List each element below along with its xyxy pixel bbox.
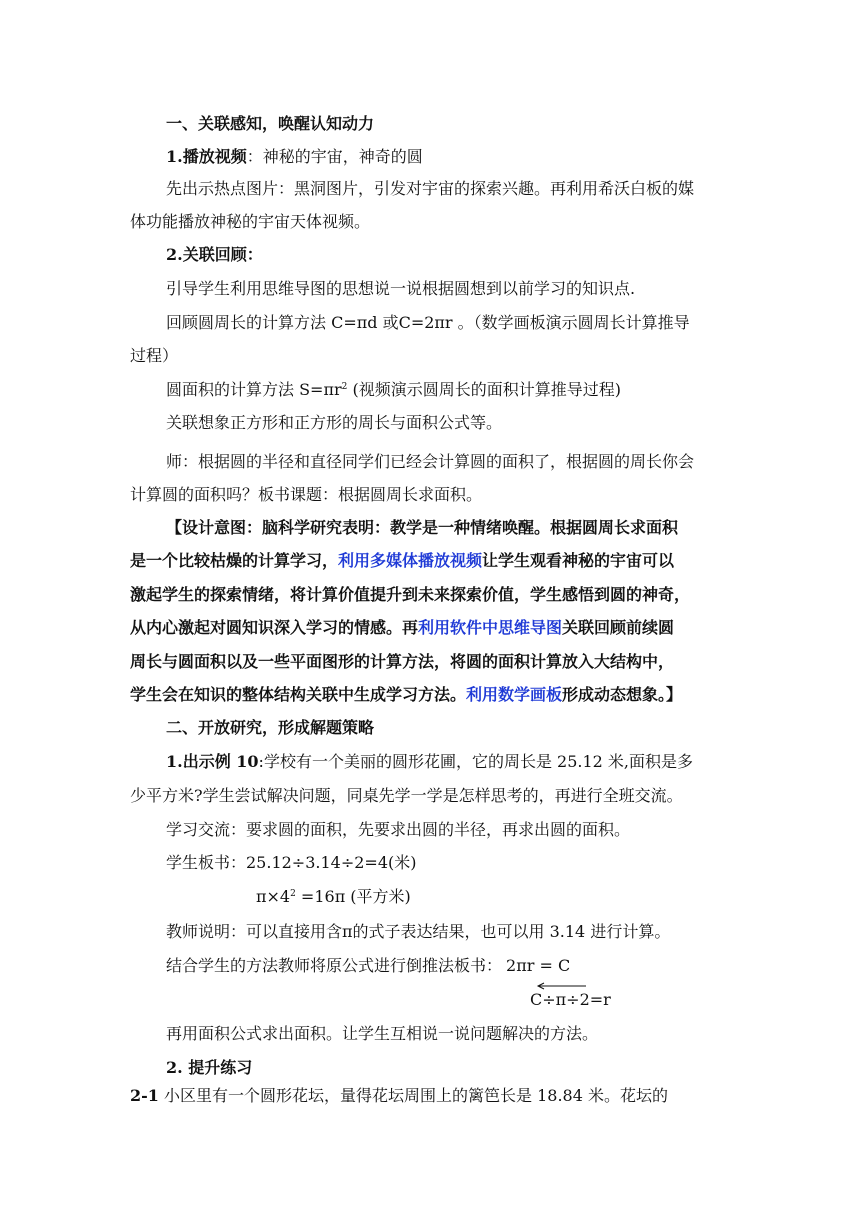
text: π×4 <box>256 887 291 906</box>
text: 让学生观看神秘的宇宙可以 <box>482 551 675 570</box>
text: 结合学生的方法教师将原公式进行倒推法板书： <box>166 956 503 975</box>
formula: 2πr = C <box>506 956 571 975</box>
paragraph-line: 回顾圆周长的计算方法 C=πd 或C=2πr 。（数学画板演示圆周长计算推导 <box>166 313 690 332</box>
text: 关联回顾前续圆 <box>562 618 675 637</box>
highlight-text: 利用数学画板 <box>466 685 563 704</box>
text: 学生会在知识的整体结构关联中生成学习方法。 <box>130 685 467 704</box>
paragraph-line: 教师说明：可以直接用含π的式子表达结果，也可以用 3.14 进行计算。 <box>166 922 671 941</box>
design-intent-line <box>130 618 674 638</box>
paragraph-line: 少平方米?学生尝试解决问题，同桌先学一学是怎样思考的，再进行全班交流。 <box>130 786 683 805</box>
paragraph-line: 体功能播放神秘的宇宙天体视频。 <box>130 212 371 231</box>
text: 从内心激起对圆知识深入学习的情感。再 <box>130 618 419 637</box>
text: :学校有一个美丽的圆形花圃，它的周长是 25.12 米,面积是多 <box>258 752 694 771</box>
formula-line: C÷π÷2=r <box>530 990 611 1009</box>
text: 小区里有一个圆形花坛，量得花坛周围上的篱笆长是 18.84 米。花坛的 <box>158 1086 668 1105</box>
paragraph-play-video <box>166 147 423 167</box>
left-arrow-icon <box>536 982 586 990</box>
example-label: 1.出示例 10 <box>166 752 259 771</box>
design-intent-line: 周长与圆面积以及一些平面图形的计算方法，将圆的面积计算放入大结构中， <box>130 652 675 671</box>
superscript: 2 <box>341 382 348 392</box>
design-intent-line: 【设计意图：脑科学研究表明：教学是一种情绪唤醒。根据圆周长求面积 <box>166 518 679 537</box>
design-intent-line <box>130 685 682 705</box>
question-line <box>130 1086 668 1106</box>
example-line <box>166 752 693 772</box>
superscript: 2 <box>290 889 296 899</box>
item-text: ：神秘的宇宙，神奇的圆 <box>246 147 423 166</box>
area-formula-line <box>166 380 621 400</box>
paragraph-line: 再用面积公式求出面积。让学生互相说一说问题解决的方法。 <box>166 1024 599 1043</box>
text: 圆面积的计算方法 S=πr <box>166 380 342 399</box>
text: 是一个比较枯燥的计算学习， <box>130 551 339 570</box>
paragraph-line: 引导学生利用思维导图的思想说一说根据圆想到以前学习的知识点. <box>166 279 636 298</box>
design-intent-line <box>130 551 674 571</box>
paragraph-line: 师：根据圆的半径和直径同学们已经会计算圆的面积了，根据圆的周长你会 <box>166 452 695 471</box>
subheading-review: 2.关联回顾： <box>166 245 263 264</box>
formula-line <box>256 887 411 907</box>
paragraph-line: 关联想象正方形和正方形的周长与面积公式等。 <box>166 413 503 432</box>
text: 形成动态想象。】 <box>562 685 683 704</box>
text: (视频演示圆周长的面积计算推导过程) <box>347 380 621 399</box>
paragraph-line: 学习交流：要求圆的面积，先要求出圆的半径，再求出圆的面积。 <box>166 820 631 839</box>
section-heading-2: 二、开放研究，形成解题策略 <box>166 718 375 737</box>
paragraph-line <box>166 956 570 976</box>
paragraph-line: 学生板书：25.12÷3.14÷2=4(米) <box>166 853 417 872</box>
highlight-text: 利用多媒体播放视频 <box>338 551 483 570</box>
text: =16π (平方米) <box>295 887 411 906</box>
paragraph-line: 先出示热点图片：黑洞图片，引发对宇宙的探索兴趣。再利用希沃白板的媒 <box>166 179 695 198</box>
paragraph-line: 过程） <box>130 346 179 365</box>
item-label: 1.播放视频 <box>166 147 247 166</box>
question-label: 2-1 <box>130 1086 159 1105</box>
design-intent-line: 激起学生的探索情绪，将计算价值提升到未来探索价值，学生感悟到圆的神奇， <box>130 585 691 604</box>
section-heading-1: 一、关联感知，唤醒认知动力 <box>166 114 375 133</box>
highlight-text: 利用软件中思维导图 <box>418 618 563 637</box>
paragraph-line: 计算圆的面积吗？板书课题：根据圆周长求面积。 <box>130 485 483 504</box>
section-heading-3: 2. 提升练习 <box>166 1058 253 1077</box>
